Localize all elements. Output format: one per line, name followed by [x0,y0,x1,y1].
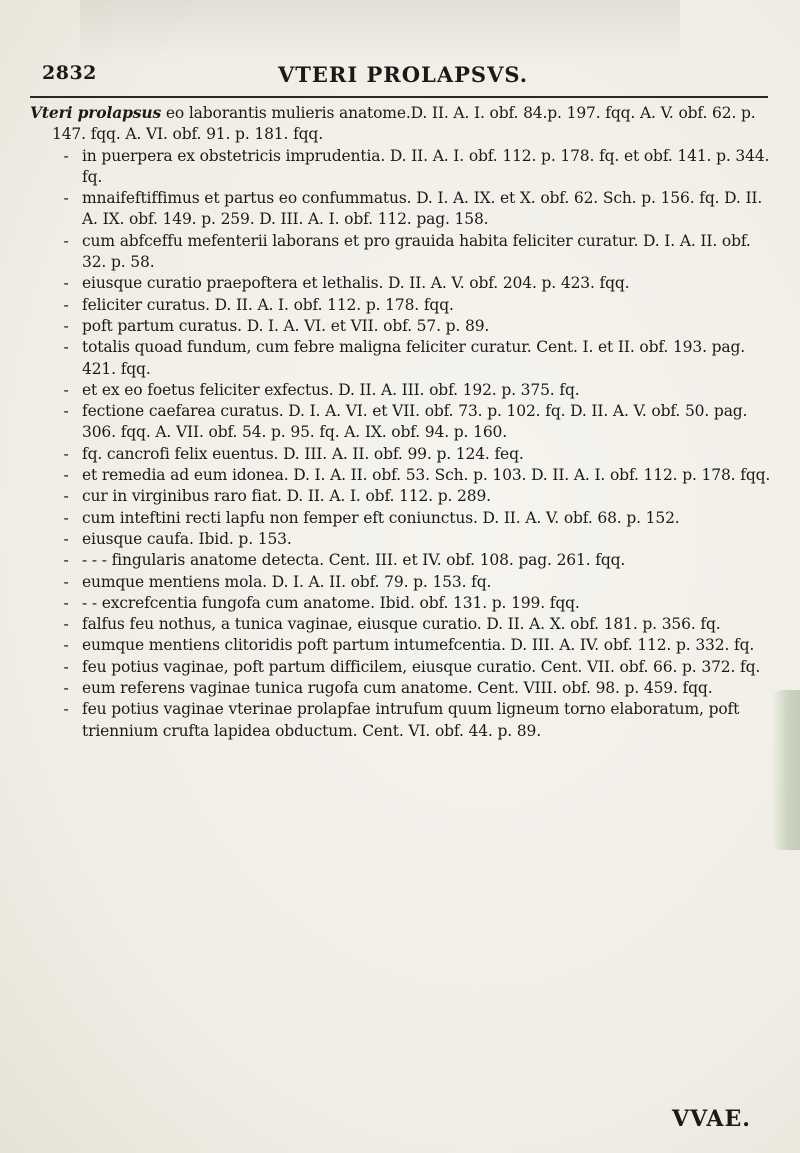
catchword: VVAE. [672,1106,751,1132]
index-subentry [30,593,778,614]
index-subentry [30,444,778,465]
index-subentry [30,529,778,550]
entry-dash: - [63,679,69,698]
entry-text: eo laborantis mulieris anatome.D. II. A. I. obf. 84.p. 197. fqq. A. V. obf. 62. p. 147. fqq. A. VI. obf. 91. p. 181. fqq. [52,104,756,144]
entry-lemma: Vteri prolapsus [30,103,162,122]
index-subentry [30,380,778,401]
entry-dash: - [63,231,69,250]
subentry-text: cum abfceffu mefenterii laborans et pro grauida habita feliciter curatur. D. I. A. II. obf. 32. p. 58. [82,231,751,272]
entry-dash: - [63,657,69,676]
index-subentry [30,146,778,189]
subentry-text: totalis quoad fundum, cum febre maligna feliciter curatur. Cent. I. et II. obf. 193. pag. 421. fqq. [82,338,746,378]
subentry-text: poft partum curatus. D. I. A. VI. et VII. obf. 57. p. 89. [82,316,490,335]
subentry-text: cum inteftini recti lapfu non femper eft coniunctus. D. II. A. V. obf. 68. p. 152. [82,508,680,527]
subentry-text: cur in virginibus raro fiat. D. II. A. I. obf. 112. p. 289. [82,487,491,506]
page-header [30,62,774,96]
index-subentry [30,550,778,571]
index-subentry [30,699,778,742]
index-entry-main [30,102,778,146]
entry-dash: - [63,529,69,548]
entry-dash: - [63,338,69,357]
index-subentry [30,614,778,635]
index-subentry [30,316,778,337]
entry-dash: - [63,487,69,506]
subentry-text: eumque mentiens mola. D. I. A. II. obf. 79. p. 153. fq. [82,572,492,591]
sub-entries-list [30,146,778,742]
subentry-text: - - - fingularis anatome detecta. Cent. III. et IV. obf. 108. pag. 261. fqq. [82,551,626,570]
subentry-text: feu potius vaginae vterinae prolapfae intrufum quum ligneum torno elaboratum, poft triennium crufta lapidea obductum. Cent. VI. obf. 44. p. 89. [82,700,740,740]
index-subentry [30,508,778,529]
subentry-text: feliciter curatus. D. II. A. I. obf. 112. p. 178. fqq. [82,295,454,314]
header-rule [30,96,768,98]
index-subentry [30,486,778,507]
index-entries [30,102,778,742]
index-subentry [30,188,778,231]
entry-dash: - [63,466,69,485]
entry-dash: - [63,572,69,591]
index-subentry [30,657,778,678]
entry-dash: - [63,316,69,335]
entry-dash: - [63,402,69,421]
index-subentry [30,295,778,316]
entry-dash: - [63,189,69,208]
index-subentry [30,465,778,486]
index-subentry [30,337,778,380]
subentry-text: fectione caefarea curatus. D. I. A. VI. et VII. obf. 73. p. 102. fq. D. II. A. V. obf. 50. pag. 306. fqq. A. VII. obf. 54. p. 95. fq. A. IX. obf. 94. p. 160. [82,402,748,442]
entry-dash: - [63,380,69,399]
running-head: VTERI PROLAPSVS. [278,62,529,87]
subentry-text: eumque mentiens clitoridis poft partum intumefcentia. D. III. A. IV. obf. 112. p. 332. fq. [82,636,755,655]
subentry-text: eiusque curatio praepoftera et lethalis. D. II. A. V. obf. 204. p. 423. fqq. [82,274,630,293]
index-subentry [30,572,778,593]
entry-dash: - [63,593,69,612]
index-subentry [30,231,778,274]
index-subentry [30,678,778,699]
index-subentry [30,273,778,294]
entry-dash: - [63,508,69,527]
subentry-text: eiusque caufa. Ibid. p. 153. [82,529,292,548]
subentry-text: falfus feu nothus, a tunica vaginae, eiusque curatio. D. II. A. X. obf. 181. p. 356. fq. [82,615,721,634]
entry-dash: - [63,615,69,634]
entry-dash: - [63,146,69,165]
subentry-text: eum referens vaginae tunica rugofa cum anatome. Cent. VIII. obf. 98. p. 459. fqq. [82,679,713,698]
page-number: 2832 [42,62,97,84]
index-subentry [30,635,778,656]
subentry-text: mnaifeftiffimus et partus eo confummatus. D. I. A. IX. et X. obf. 62. Sch. p. 156. fq. D. II. A. IX. obf. 149. p. 259. D. III. A. I. obf. 112. pag. 158. [82,189,763,229]
entry-dash: - [63,551,69,570]
index-subentry [30,401,778,444]
subentry-text: feu potius vaginae, poft partum difficilem, eiusque curatio. Cent. VII. obf. 66. p. 372. fq. [82,657,761,676]
subentry-text: et ex eo foetus feliciter exfectus. D. II. A. III. obf. 192. p. 375. fq. [82,380,580,399]
entry-dash: - [63,444,69,463]
entry-dash: - [63,274,69,293]
subentry-text: in puerpera ex obstetricis imprudentia. D. II. A. I. obf. 112. p. 178. fq. et obf. 141. p. 344. fq. [82,146,770,186]
subentry-text: fq. cancrofi felix euentus. D. III. A. II. obf. 99. p. 124. feq. [82,444,524,463]
entry-dash: - [63,295,69,314]
entry-dash: - [63,700,69,719]
bleed-through-shadow [80,0,680,60]
entry-dash: - [63,636,69,655]
subentry-text: et remedia ad eum idonea. D. I. A. II. obf. 53. Sch. p. 103. D. II. A. I. obf. 112. p. 178. fqq. [82,466,771,485]
subentry-text: - - excrefcentia fungofa cum anatome. Ibid. obf. 131. p. 199. fqq. [82,593,580,612]
